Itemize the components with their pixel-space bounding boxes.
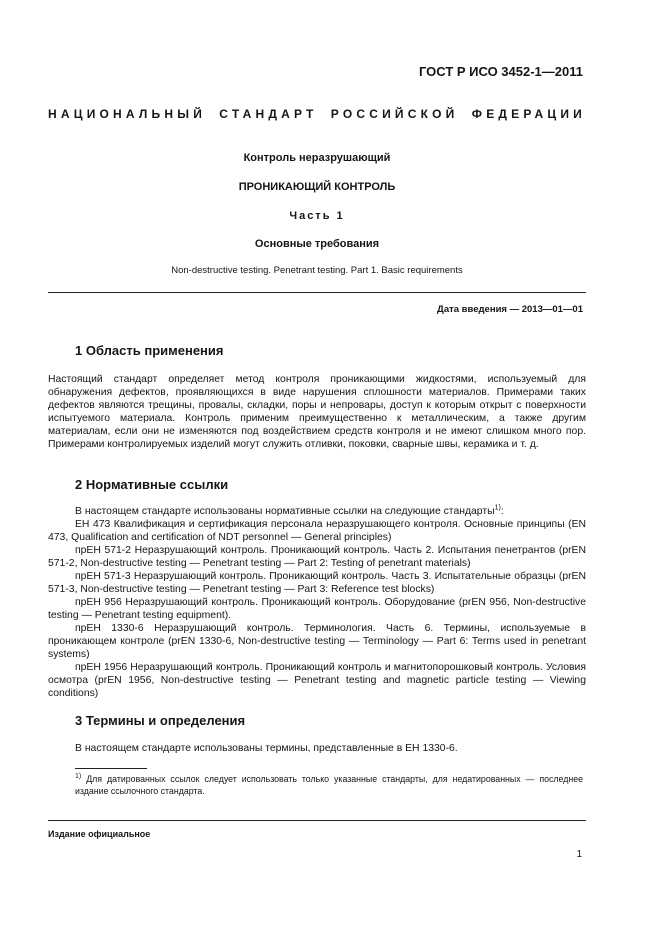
intro-end: : xyxy=(500,506,504,517)
normative-reference: прЕН 571-2 Неразрушающий контроль. Проникающий контроль. Часть 2. Испытания пенетрантов (prEN 571-2, Non-destructive testing — Penetrant testing — Part 2: Testing of penetrant materials) xyxy=(48,545,586,569)
section-3-text: В настоящем стандарте использованы термины, представленные в ЕН 1330-6. xyxy=(75,743,458,754)
banner-word: РОССИЙСКОЙ xyxy=(330,107,459,121)
standard-number: ГОСТ Р ИСО 3452-1—2011 xyxy=(418,64,583,79)
document-subtitle: Основные требования xyxy=(254,238,380,250)
footer-divider xyxy=(48,820,586,821)
footnote xyxy=(75,773,583,797)
introduction-date: Дата введения — 2013—01—01 xyxy=(437,304,583,315)
footnote-divider xyxy=(75,768,147,769)
intro-text: В настоящем стандарте использованы нормативные ссылки на следующие стандарты xyxy=(75,506,495,517)
section-2-heading: 2 Нормативные ссылки xyxy=(75,477,229,492)
section-1-text xyxy=(48,373,586,451)
document-part: Часть 1 xyxy=(289,210,345,222)
title-divider xyxy=(48,292,586,293)
section-2-intro xyxy=(48,505,586,518)
section-1-heading: 1 Область применения xyxy=(75,343,224,358)
section-3-heading: 3 Термины и определения xyxy=(75,713,246,728)
edition-label: Издание официальное xyxy=(48,829,151,839)
document-field: Контроль неразрушающий xyxy=(243,152,391,164)
footnote-text: Для датированных ссылок следует использовать только указанные стандарты, для недатированных — последнее издание ссылочного стандарта. xyxy=(75,774,583,796)
banner-word: ФЕДЕРАЦИИ xyxy=(471,107,586,121)
document-title: ПРОНИКАЮЩИЙ КОНТРОЛЬ xyxy=(238,181,396,193)
banner-word: СТАНДАРТ xyxy=(219,107,318,121)
page-number: 1 xyxy=(576,849,582,860)
english-title: Non-destructive testing. Penetrant testing. Part 1. Basic requirements xyxy=(171,265,463,276)
footnote-ref: 1) xyxy=(494,504,501,512)
section-2-body xyxy=(48,505,586,700)
normative-reference: ЕН 473 Квалификация и сертификация персонала неразрушающего контроля. Основные принципы (EN 473, Qualification and certification of NDT personnel — General principles) xyxy=(48,519,586,543)
normative-reference: прЕН 1956 Неразрушающий контроль. Проникающий контроль и магнитопорошковый контроль. Условия осмотра (prEN 1956, Non-destructive testing — Penetrant testing and magnetic particle testing — Viewing conditions) xyxy=(48,662,586,699)
normative-reference: прЕН 571-3 Неразрушающий контроль. Проникающий контроль. Часть 3. Испытательные образцы (prEN 571-3, Non-destructive testing — Penetrant testing — Part 3: Reference test blocks) xyxy=(48,571,586,595)
normative-reference: прЕН 1330-6 Неразрушающий контроль. Терминология. Часть 6. Термины, используемые в проникающем контроле (prEN 1330-6, Non-destructive testing — Terminology — Part 6: Terms used in penetrant systems) xyxy=(48,623,586,660)
section-1-paragraph: Настоящий стандарт определяет метод контроля проникающими жидкостями, используемый для обнаружения дефектов, проявляющихся в виде нарушения сплошности материалов. Примерами таких дефектов являются трещины, провалы, складки, поры и непровары, доступ к которым открыт с поверхности испытуемого материала. Контроль применим преимущественно к металлическим, а также другим материалам, если они не изменяются под воздействием средств контроля и не имеют слишком много пор. Примерами контролируемых изделий могут служить отливки, поковки, сварные швы, керамика и т. д. xyxy=(48,374,586,450)
banner-word: НАЦИОНАЛЬНЫЙ xyxy=(48,107,207,121)
normative-reference: прЕН 956 Неразрушающий контроль. Проникающий контроль. Оборудование (prEN 956, Non-destructive testing — Penetrant testing equipment). xyxy=(48,597,586,621)
footnote-mark: 1) xyxy=(75,773,82,781)
national-standard-banner xyxy=(48,107,586,121)
